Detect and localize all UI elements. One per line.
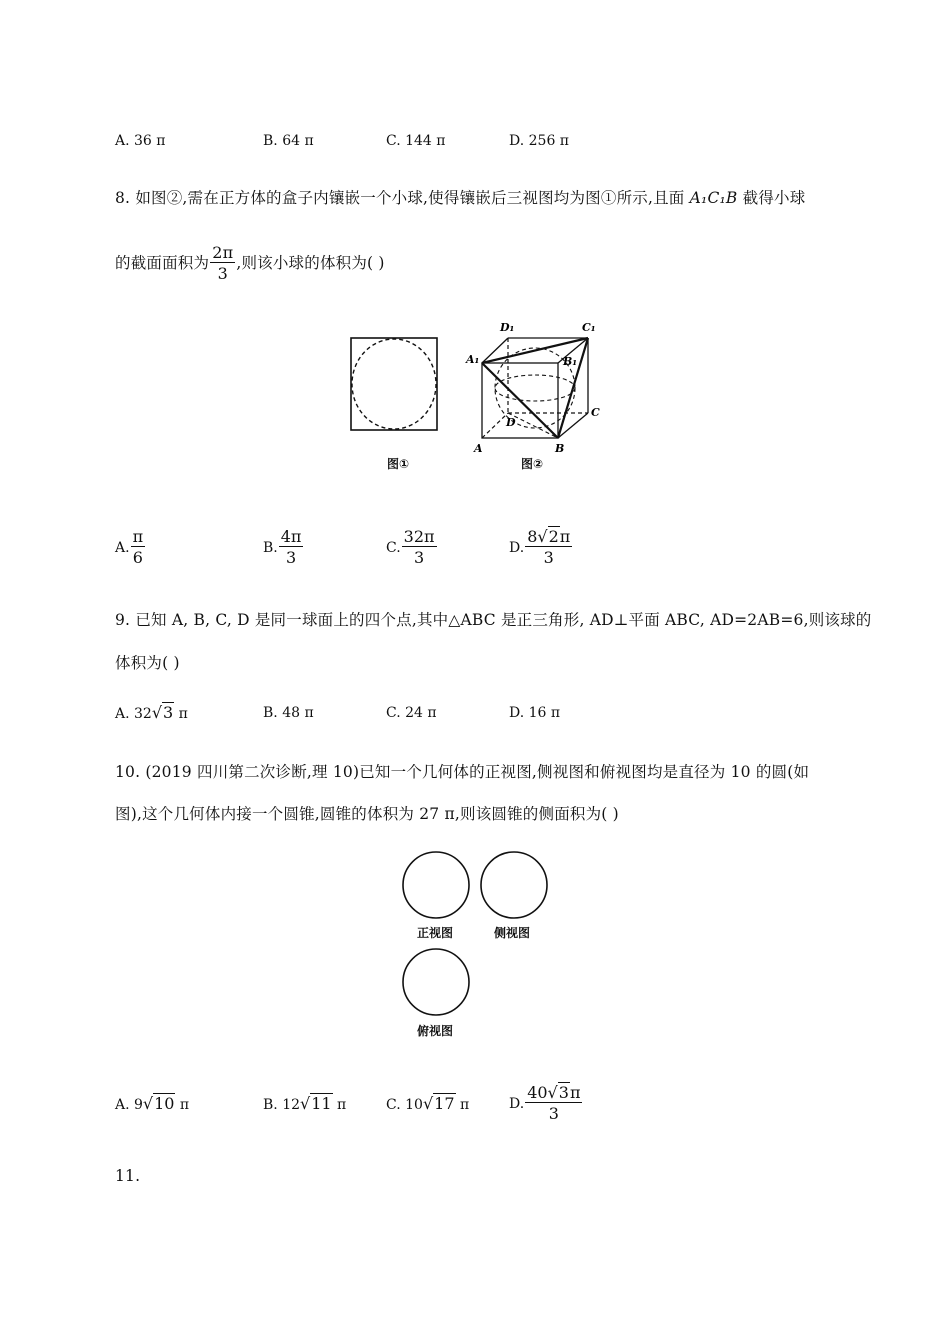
- label-a1: A₁: [466, 353, 480, 366]
- q8-option-b: [263, 528, 304, 568]
- q8-option-d-den: 3: [543, 548, 554, 568]
- q8-option-b-prefix: B.: [263, 539, 278, 556]
- q10-option-b-prefix: B. 12: [263, 1097, 301, 1113]
- q10-option-d-num-pi: π: [569, 1083, 581, 1102]
- q8-figure-1-caption: 图①: [387, 457, 410, 471]
- q8-option-d: [509, 528, 573, 568]
- q9-option-a-radicand: 3: [163, 703, 174, 722]
- q9-option-a-prefix: A. 32: [115, 706, 152, 722]
- label-b1: B₁: [563, 355, 578, 368]
- q10-option-a-radical: √10: [142, 1094, 175, 1113]
- q8-line1: [115, 186, 805, 208]
- q8-option-d-fraction: [525, 528, 572, 568]
- q9-option-b: B. 48 π: [263, 705, 314, 721]
- q8-line1-text-a: 8. 如图②,需在正方体的盒子内镶嵌一个小球,使得镶嵌后三视图均为图①所示,且面: [115, 189, 690, 207]
- q10-top-view-caption: 俯视图: [417, 1024, 454, 1038]
- q10-option-a: [115, 1094, 189, 1113]
- q7-option-b: B. 64 π: [263, 133, 314, 149]
- q8-option-d-prefix: D.: [509, 539, 525, 556]
- q10-option-c-prefix: C. 10: [386, 1097, 423, 1113]
- q10-option-a-radicand: 10: [154, 1094, 175, 1113]
- q10-option-b-radicand: 11: [311, 1094, 332, 1113]
- q8-option-d-num-coef: 8: [527, 527, 538, 546]
- q10-option-d-den: 3: [548, 1104, 559, 1124]
- q8-face-label: A₁C₁B: [689, 189, 738, 207]
- q8-option-c-prefix: C.: [386, 539, 401, 556]
- q10-option-b-suffix: π: [332, 1097, 347, 1113]
- q10-option-d: [509, 1084, 583, 1124]
- q9-option-a: [115, 703, 188, 722]
- q10-three-views-figure: [395, 848, 555, 1038]
- q8-option-d-radical: √2: [537, 527, 559, 546]
- q8-area-fraction: [210, 244, 235, 284]
- label-b: B: [555, 442, 565, 455]
- q9-option-a-radical: √3: [151, 703, 174, 722]
- q8-option-a-den: 6: [132, 548, 143, 568]
- label-c: C: [591, 406, 600, 419]
- q8-area-denominator: 3: [217, 264, 228, 284]
- q10-option-a-prefix: A. 9: [115, 1097, 143, 1113]
- q9-option-d: D. 16 π: [509, 705, 561, 721]
- q9-option-c: C. 24 π: [386, 705, 437, 721]
- q10-option-c-radical: √17: [422, 1094, 455, 1113]
- q8-option-d-radicand: 2: [548, 527, 559, 546]
- q10-front-view-caption: 正视图: [417, 926, 454, 940]
- q10-option-d-num: [525, 1084, 582, 1103]
- q10-side-view-caption: 侧视图: [494, 926, 531, 940]
- q9-line2: 体积为( ): [115, 654, 180, 672]
- label-a: A: [474, 442, 483, 455]
- q10-option-b-radical: √11: [300, 1094, 332, 1113]
- q8-figure-2-caption: 图②: [521, 457, 544, 471]
- q8-line2-text-a: 的截面面积为: [115, 253, 210, 272]
- q8-option-a-fraction: [131, 528, 146, 568]
- q8-option-c: [386, 528, 438, 568]
- label-d: D: [506, 416, 516, 429]
- q8-figure-2: [460, 315, 610, 455]
- q8-option-c-num: 32π: [403, 527, 435, 546]
- q10-line1: 10. (2019 四川第二次诊断,理 10)已知一个几何体的正视图,侧视图和俯视图均是直径为 10 的圆(如: [115, 763, 810, 781]
- front-view-circle: [403, 852, 469, 918]
- q8-option-d-num: [525, 528, 572, 547]
- q10-option-c-radicand: 17: [434, 1094, 455, 1113]
- q10-option-b: [263, 1094, 346, 1113]
- q8-option-b-fraction: [279, 528, 304, 568]
- q10-option-d-prefix: D.: [509, 1095, 525, 1112]
- q8-area-numerator: 2π: [212, 243, 234, 262]
- q10-option-d-fraction: [525, 1084, 582, 1124]
- q8-option-b-den: 3: [286, 548, 297, 568]
- q10-option-a-suffix: π: [175, 1097, 190, 1113]
- q8-line2-text-b: ,则该小球的体积为( ): [236, 253, 385, 272]
- q8-option-c-fraction: [402, 528, 437, 568]
- q7-option-a: A. 36 π: [115, 133, 166, 149]
- q10-option-c: [386, 1094, 469, 1113]
- q8-option-a-num: π: [132, 527, 144, 546]
- q10-option-d-radicand: 3: [558, 1083, 569, 1102]
- q10-line2: 图),这个几何体内接一个圆锥,圆锥的体积为 27 π,则该圆锥的侧面积为( ): [115, 805, 619, 823]
- q8-option-c-den: 3: [414, 548, 425, 568]
- q7-option-c: C. 144 π: [386, 133, 446, 149]
- q11-label: 11.: [115, 1167, 141, 1185]
- q8-option-d-num-pi: π: [559, 527, 571, 546]
- q8-option-a-prefix: A.: [115, 539, 130, 556]
- q8-option-a: [115, 528, 146, 568]
- q9-option-a-suffix: π: [174, 706, 188, 722]
- q10-option-d-radical: √3: [547, 1083, 569, 1102]
- q8-option-b-num: 4π: [280, 527, 302, 546]
- label-d1: D₁: [500, 321, 515, 334]
- q10-option-d-num-coef: 40: [527, 1083, 548, 1102]
- q8-line2: [115, 244, 385, 284]
- top-view-circle: [403, 949, 469, 1015]
- q9-line1: 9. 已知 A, B, C, D 是同一球面上的四个点,其中△ABC 是正三角形, AD⊥平面 ABC, AD=2AB=6,则该球的: [115, 611, 872, 629]
- side-view-circle: [481, 852, 547, 918]
- figure1-dashed-circle: [352, 339, 436, 429]
- q8-line1-text-b: 截得小球: [737, 189, 806, 207]
- q10-option-c-suffix: π: [455, 1097, 470, 1113]
- q8-figure-1: [345, 332, 445, 438]
- q7-option-d: D. 256 π: [509, 133, 569, 149]
- label-c1: C₁: [582, 321, 596, 334]
